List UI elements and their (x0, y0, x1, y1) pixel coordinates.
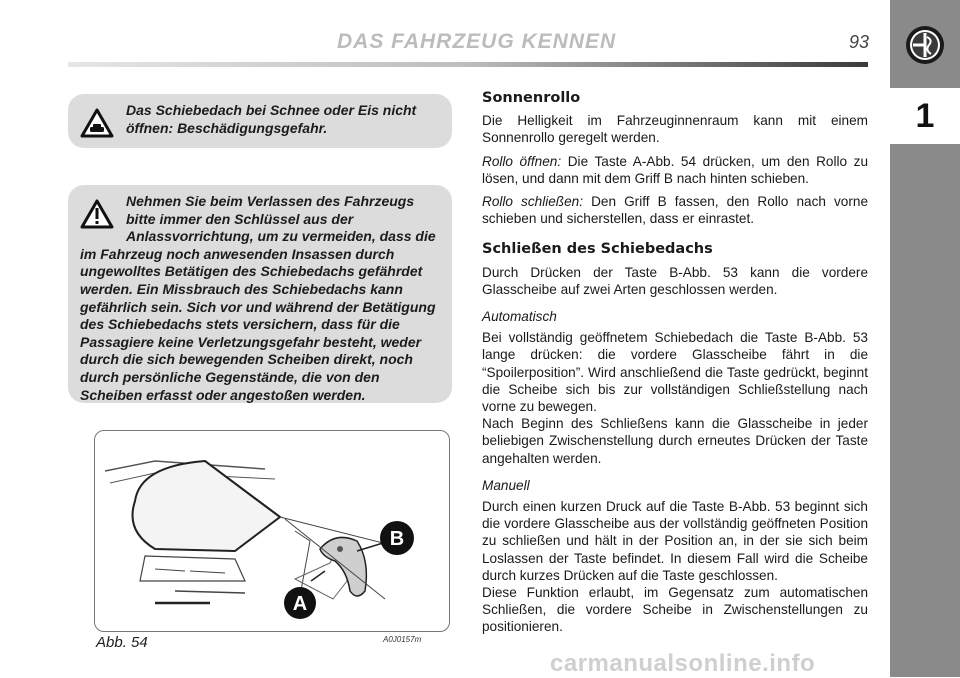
page-number: 93 (849, 32, 870, 52)
paragraph: Durch Drücken der Taste B-Abb. 53 kann die vordere Glasscheibe auf zwei Arten geschlossen werden. (482, 264, 868, 297)
warning-box-key (68, 185, 452, 403)
chapter-number: 1 (890, 88, 960, 144)
figure-illustration (94, 430, 450, 632)
warning-text: Das Schiebedach bei Schnee oder Eis nicht öffnen: Beschädigungsgefahr. (126, 102, 417, 136)
warning-box-snow (68, 94, 452, 148)
paragraph: Nach Beginn des Schließens kann die Glasscheibe in jeder beliebigen Zwischenstellung durch erneutes Drücken der Taste angehalten werden. (482, 416, 868, 466)
brand-logo-icon (905, 25, 945, 65)
section-heading-closing: Schließen des Schiebedachs (482, 241, 713, 258)
subheading-automatic: Automatisch (482, 309, 557, 325)
watermark: carmanualsonline.info (550, 650, 816, 677)
inline-label: Rollo schließen: (482, 194, 584, 210)
figure-caption: Abb. 54 (96, 634, 148, 651)
header-rule (68, 62, 868, 67)
paragraph: Bei vollständig geöffnetem Schiebedach die Taste B-Abb. 53 lange drücken: die vordere Glasscheibe fährt in die “Spoilerposition”. Wird anschließend die Taste gedrückt, beginnt die Scheibe sich bis zur vollständigen Schließstellung nach vorne zu bewegen. (482, 330, 868, 415)
paragraph-close-shade (482, 193, 868, 227)
callout-a-label: A (292, 593, 308, 615)
paragraph-open-shade (482, 153, 868, 187)
right-column (482, 90, 868, 636)
callout-b-label: B (389, 528, 405, 550)
warning-text: Nehmen Sie beim Verlassen des Fahrzeugs bitte immer den Schlüssel aus der Anlassvorrichtung, um zu vermeiden, dass die im Fahrzeug noch anwesenden Insassen durch ungewolltes Betätigen des Schiebedachs gefährdet werden. Ein Missbrauch des Schiebedachs kann gefährlich sein. Sich vor und während der Betätigung des Schiebedachs stets versichern, dass für die Passagiere keine Verletzungsgefahr besteht, weder durch die sich bewegenden Scheiben direkt, noch durch persönliche Gegenstände, die von den Scheiben erfasst oder angestoßen werden. (80, 193, 436, 403)
car-warning-icon (80, 108, 114, 138)
inline-text: Die Taste A-Abb. 54 drücken, um den Rollo zu lösen, und dann mit dem Griff B nach hinten schieben. (482, 153, 869, 186)
inline-label: Rollo öffnen: (482, 153, 562, 169)
section-heading-sunshade: Sonnenrollo (482, 90, 581, 106)
paragraph: Diese Funktion erlaubt, im Gegensatz zum automatischen Schließen, die vordere Scheibe in Zwischenstellungen zu positionieren. (482, 585, 868, 635)
paragraph: Die Helligkeit im Fahrzeuginnenraum kann mit einem Sonnenrollo geregelt werden. (482, 113, 868, 146)
page-header-title: DAS FAHRZEUG KENNEN (337, 30, 617, 53)
paragraph: Durch einen kurzen Druck auf die Taste B-Abb. 53 beginnt sich die vordere Glasscheibe aus der vollständig geöffneten Position zu schließen und hält in der Position an, in der sie sich beim Loslassen der Taste befindet. In diesem Fall wird die Scheibe durch kurzes Drücken auf die Taste geschlossen. (482, 499, 868, 583)
inline-text: Den Griff B fassen, den Rollo nach vorne schieben und sicherstellen, dass er einrastet. (482, 194, 868, 227)
figure-code: A0J0157m (383, 635, 422, 644)
warning-triangle-icon (80, 199, 114, 229)
sunroof-drawing (95, 431, 449, 631)
subheading-manual: Manuell (482, 477, 530, 493)
